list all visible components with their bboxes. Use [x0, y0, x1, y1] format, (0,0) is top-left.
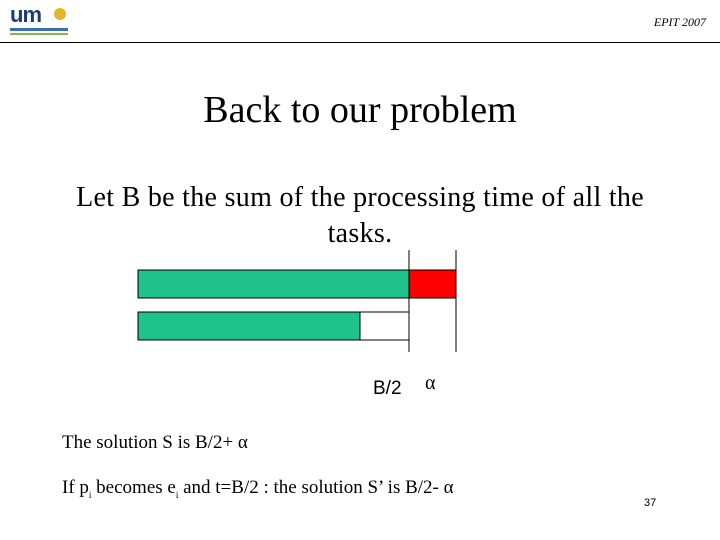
alpha-label: α — [425, 372, 436, 394]
solution-line: The solution S is B/2+ α — [62, 432, 248, 453]
page-number: 37 — [644, 497, 657, 509]
machine1-green-task — [138, 270, 409, 298]
machine2-empty-slot — [360, 312, 409, 340]
line2-part-b: becomes e — [91, 477, 176, 498]
b2-label: B/2 — [373, 378, 402, 399]
modified-solution-line — [62, 477, 454, 500]
line2-part-a: If p — [62, 477, 89, 498]
slide-subtitle: Let B be the sum of the processing time of all the tasks. — [76, 182, 644, 249]
machine1-red-task — [409, 270, 456, 298]
conference-label: EPIT 2007 — [653, 15, 706, 29]
line2-sub-i: i — [88, 489, 92, 500]
machine2-green-task — [138, 312, 360, 340]
logo-text: um — [10, 2, 41, 27]
line2-sub-i2: i — [175, 489, 179, 500]
slide-title: Back to our problem — [203, 89, 517, 131]
line2-part-c: and t=B/2 : the solution S’ is B/2- α — [178, 477, 454, 498]
